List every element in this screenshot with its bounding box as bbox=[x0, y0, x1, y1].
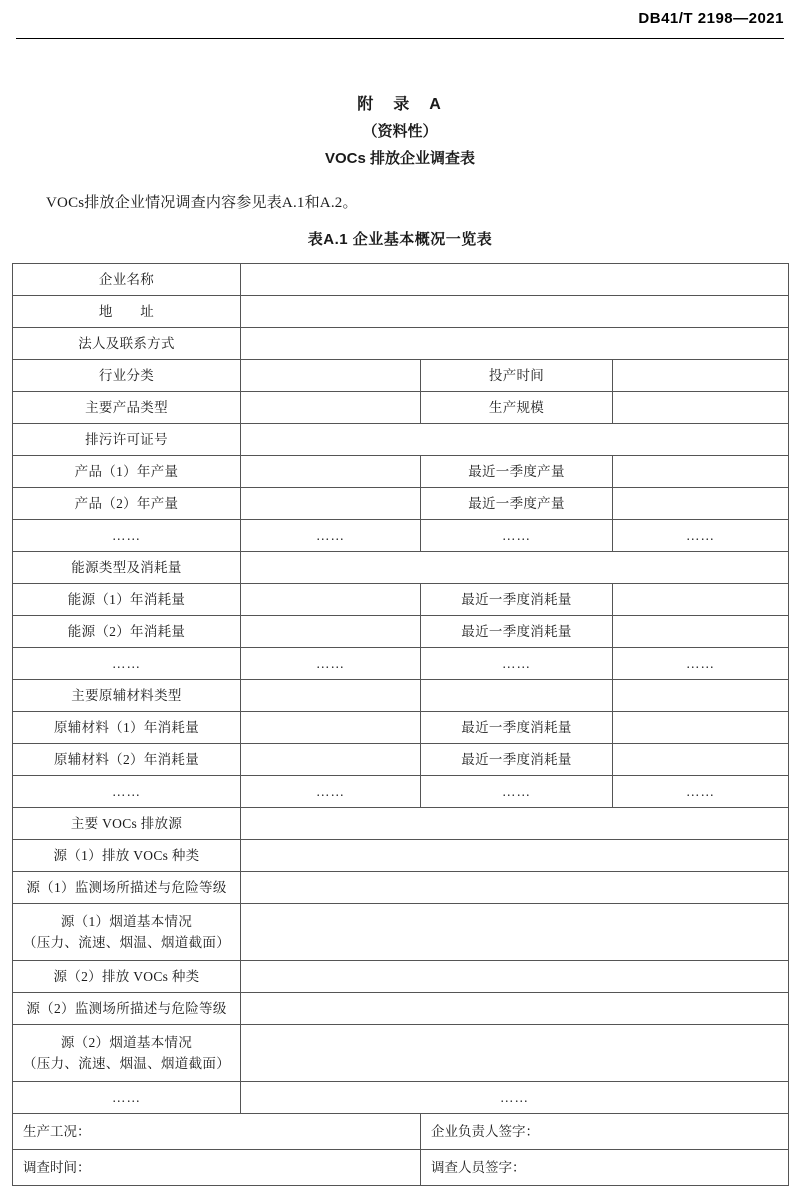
document-header bbox=[0, 10, 800, 40]
ellipsis-cell: …… bbox=[13, 1082, 241, 1114]
row-label-energy2-quarter-consumption: 最近一季度消耗量 bbox=[421, 616, 613, 648]
table-row bbox=[13, 456, 789, 488]
row-label-product1-annual-output: 产品（1）年产量 bbox=[13, 456, 241, 488]
ellipsis-cell: …… bbox=[613, 648, 789, 680]
table-row bbox=[13, 712, 789, 744]
row-label-product2-quarter-output: 最近一季度产量 bbox=[421, 488, 613, 520]
header-divider bbox=[16, 38, 784, 39]
row-value-source2-site-description[interactable] bbox=[241, 993, 789, 1025]
row-value-source1-flue-info[interactable] bbox=[241, 904, 789, 961]
row-value-source1-site-description[interactable] bbox=[241, 872, 789, 904]
row-value-energy2-quarter-consumption[interactable] bbox=[613, 616, 789, 648]
table-row bbox=[13, 392, 789, 424]
row-label-main-raw-material-type: 主要原辅材料类型 bbox=[13, 680, 241, 712]
row-value-main-raw-material-type-3[interactable] bbox=[613, 680, 789, 712]
table-row-ellipsis bbox=[13, 1082, 789, 1114]
table-row-footer bbox=[13, 1114, 789, 1150]
table-row bbox=[13, 552, 789, 584]
row-label-energy1-quarter-consumption: 最近一季度消耗量 bbox=[421, 584, 613, 616]
table-row bbox=[13, 488, 789, 520]
row-label-production-start-time: 投产时间 bbox=[421, 360, 613, 392]
table-caption: 表A.1 企业基本概况一览表 bbox=[307, 231, 493, 248]
annex-name: VOCs 排放企业调查表 bbox=[324, 150, 475, 167]
row-value-material1-quarter-consumption[interactable] bbox=[613, 712, 789, 744]
row-label-discharge-permit-no: 排污许可证号 bbox=[13, 424, 241, 456]
ellipsis-cell: …… bbox=[13, 648, 241, 680]
table-row-ellipsis bbox=[13, 520, 789, 552]
ellipsis-cell: …… bbox=[613, 520, 789, 552]
row-label-source2-vocs-types: 源（2）排放 VOCs 种类 bbox=[13, 961, 241, 993]
ellipsis-cell: …… bbox=[241, 520, 421, 552]
row-value-enterprise-name[interactable] bbox=[241, 264, 789, 296]
table-row bbox=[13, 296, 789, 328]
row-label-product2-annual-output: 产品（2）年产量 bbox=[13, 488, 241, 520]
row-value-material1-annual-consumption[interactable] bbox=[241, 712, 421, 744]
table-row bbox=[13, 872, 789, 904]
row-value-energy1-quarter-consumption[interactable] bbox=[613, 584, 789, 616]
row-label-enterprise-name: 企业名称 bbox=[13, 264, 241, 296]
table-row-ellipsis bbox=[13, 776, 789, 808]
ellipsis-cell: …… bbox=[13, 520, 241, 552]
row-value-material2-annual-consumption[interactable] bbox=[241, 744, 421, 776]
table-row bbox=[13, 904, 789, 961]
row-value-industry-category[interactable] bbox=[241, 360, 421, 392]
row-label-material1-annual-consumption: 原辅材料（1）年消耗量 bbox=[13, 712, 241, 744]
ellipsis-cell: …… bbox=[421, 520, 613, 552]
row-label-source2-flue-info-line1: 源（2）烟道基本情况 bbox=[60, 1035, 193, 1050]
row-label-source2-flue-info-line2: （压力、流速、烟温、烟道截面） bbox=[23, 1056, 230, 1071]
annex-title: 附 录 A bbox=[357, 96, 443, 113]
row-value-product2-quarter-output[interactable] bbox=[613, 488, 789, 520]
body-paragraph: VOCs排放企业情况调查内容参见表A.1和A.2。 bbox=[46, 195, 358, 211]
row-value-product2-annual-output[interactable] bbox=[241, 488, 421, 520]
ellipsis-cell: …… bbox=[241, 648, 421, 680]
enterprise-survey-table bbox=[12, 263, 789, 1186]
row-label-source1-flue-info bbox=[13, 904, 241, 961]
row-value-energy2-annual-consumption[interactable] bbox=[241, 616, 421, 648]
ellipsis-cell: …… bbox=[421, 648, 613, 680]
row-label-source1-flue-info-line1: 源（1）烟道基本情况 bbox=[60, 914, 193, 929]
row-value-product1-annual-output[interactable] bbox=[241, 456, 421, 488]
row-label-source1-vocs-types: 源（1）排放 VOCs 种类 bbox=[13, 840, 241, 872]
row-label-material2-quarter-consumption: 最近一季度消耗量 bbox=[421, 744, 613, 776]
annex-kind: （资料性） bbox=[362, 123, 438, 140]
table-row bbox=[13, 808, 789, 840]
row-label-material1-quarter-consumption: 最近一季度消耗量 bbox=[421, 712, 613, 744]
row-value-legal-contact[interactable] bbox=[241, 328, 789, 360]
row-label-production-scale: 生产规模 bbox=[421, 392, 613, 424]
table-row bbox=[13, 424, 789, 456]
annex-heading-block bbox=[0, 92, 800, 172]
row-value-source2-flue-info[interactable] bbox=[241, 1025, 789, 1082]
row-label-product1-quarter-output: 最近一季度产量 bbox=[421, 456, 613, 488]
row-label-industry-category: 行业分类 bbox=[13, 360, 241, 392]
table-row bbox=[13, 1025, 789, 1082]
row-value-source2-vocs-types[interactable] bbox=[241, 961, 789, 993]
ellipsis-cell: …… bbox=[241, 776, 421, 808]
footer-survey-time[interactable]: 调查时间： bbox=[13, 1150, 421, 1186]
table-row bbox=[13, 840, 789, 872]
standard-code: DB41/T 2198—2021 bbox=[638, 10, 784, 27]
row-label-main-product-type: 主要产品类型 bbox=[13, 392, 241, 424]
footer-surveyor-signature[interactable]: 调查人员签字： bbox=[421, 1150, 789, 1186]
table-row bbox=[13, 744, 789, 776]
ellipsis-cell: …… bbox=[613, 776, 789, 808]
table-row bbox=[13, 328, 789, 360]
table-row bbox=[13, 616, 789, 648]
row-value-product1-quarter-output[interactable] bbox=[613, 456, 789, 488]
row-label-source2-flue-info bbox=[13, 1025, 241, 1082]
table-row bbox=[13, 360, 789, 392]
row-value-source1-vocs-types[interactable] bbox=[241, 840, 789, 872]
ellipsis-cell: …… bbox=[421, 776, 613, 808]
row-label-source1-site-description: 源（1）监测场所描述与危险等级 bbox=[13, 872, 241, 904]
row-value-address[interactable] bbox=[241, 296, 789, 328]
row-value-discharge-permit-no[interactable] bbox=[241, 424, 789, 456]
footer-company-signature[interactable]: 企业负责人签字： bbox=[421, 1114, 789, 1150]
row-label-material2-annual-consumption: 原辅材料（2）年消耗量 bbox=[13, 744, 241, 776]
table-row bbox=[13, 680, 789, 712]
footer-production-status[interactable]: 生产工况： bbox=[13, 1114, 421, 1150]
row-value-energy1-annual-consumption[interactable] bbox=[241, 584, 421, 616]
row-label-source2-site-description: 源（2）监测场所描述与危险等级 bbox=[13, 993, 241, 1025]
table-row bbox=[13, 993, 789, 1025]
table-row bbox=[13, 584, 789, 616]
row-value-main-raw-material-type[interactable] bbox=[241, 680, 421, 712]
row-label-energy2-annual-consumption: 能源（2）年消耗量 bbox=[13, 616, 241, 648]
ellipsis-cell: …… bbox=[13, 776, 241, 808]
row-label-energy1-annual-consumption: 能源（1）年消耗量 bbox=[13, 584, 241, 616]
row-label-main-vocs-source: 主要 VOCs 排放源 bbox=[13, 808, 241, 840]
row-value-production-scale[interactable] bbox=[613, 392, 789, 424]
row-value-main-vocs-source[interactable] bbox=[241, 808, 789, 840]
table-row bbox=[13, 264, 789, 296]
row-value-energy-type-consumption[interactable] bbox=[241, 552, 789, 584]
row-value-material2-quarter-consumption[interactable] bbox=[613, 744, 789, 776]
row-label-source1-flue-info-line2: （压力、流速、烟温、烟道截面） bbox=[23, 935, 230, 950]
table-row-footer bbox=[13, 1150, 789, 1186]
row-label-address: 地 址 bbox=[13, 296, 241, 328]
row-label-energy-type-consumption: 能源类型及消耗量 bbox=[13, 552, 241, 584]
ellipsis-cell: …… bbox=[241, 1082, 789, 1114]
row-value-main-raw-material-type-2[interactable] bbox=[421, 680, 613, 712]
table-row-ellipsis bbox=[13, 648, 789, 680]
row-value-main-product-type[interactable] bbox=[241, 392, 421, 424]
table-row bbox=[13, 961, 789, 993]
row-value-production-start-time[interactable] bbox=[613, 360, 789, 392]
row-label-legal-contact: 法人及联系方式 bbox=[13, 328, 241, 360]
